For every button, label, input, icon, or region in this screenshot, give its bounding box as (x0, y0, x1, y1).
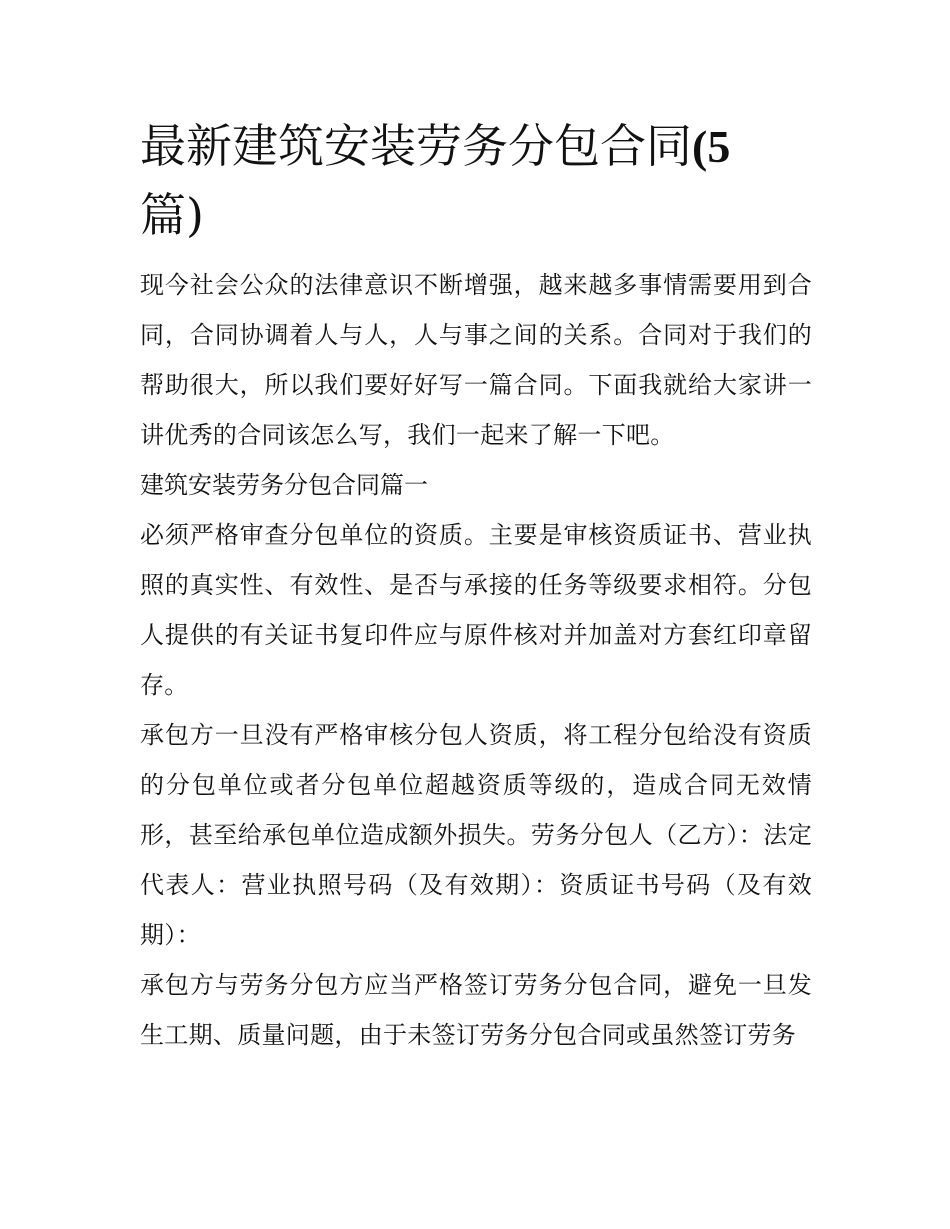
body-paragraph-3: 承包方与劳务分包方应当严格签订劳务分包合同，避免一旦发生工期、质量问题，由于未签订劳务分包合同或虽然签订劳务 (140, 971, 812, 1049)
document-title-main: 最新建筑安装劳务分包合同 (140, 119, 692, 173)
intro-paragraph: 现今社会公众的法律意识不断增强，越来越多事情需要用到合同，合同协调着人与人，人与事之间的关系。合同对于我们的帮助很大，所以我们要好好写一篇合同。下面我就给大家讲一讲优秀的合同该怎么写，我们一起来了解一下吧。 (140, 271, 812, 449)
document-title-line2: 篇) (140, 188, 204, 242)
document-title (140, 112, 812, 250)
body-paragraph-1: 必须严格审查分包单位的资质。主要是审核资质证书、营业执照的真实性、有效性、是否与承接的任务等级要求相符。分包人提供的有关证书复印件应与原件核对并加盖对方套红印章留存。 (140, 521, 812, 699)
body-paragraph-2: 承包方一旦没有严格审核分包人资质，将工程分包给没有资质的分包单位或者分包单位超越资质等级的，造成合同无效情形，甚至给承包单位造成额外损失。劳务分包人（乙方）：法定代表人：营业执照号码（及有效期）：资质证书号码（及有效期）： (140, 721, 812, 949)
section-heading: 建筑安装劳务分包合同篇一 (140, 471, 428, 499)
document-title-suffix: (5 (692, 121, 731, 172)
document-page (140, 112, 812, 1060)
